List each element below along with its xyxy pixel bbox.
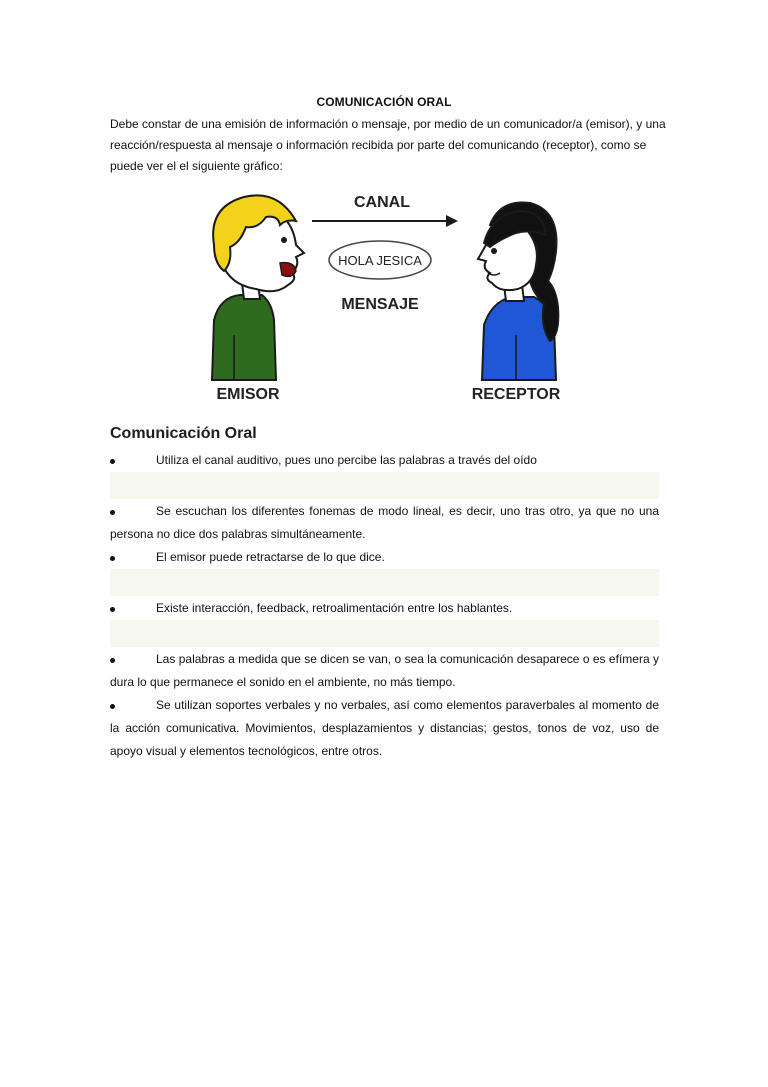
bullet-icon [110,607,115,612]
channel-label: CANAL [354,194,410,211]
list-item-text: Se utilizan soportes verbales y no verbales, así como elementos paraverbales al momento de la acción comunicativa. Movimientos, desplazamientos y distancias; gestos, tonos de voz, uso de apoyo visual y elementos tecnológicos, entre otros. [110,698,659,758]
bullet-icon [110,556,115,561]
list-item [110,648,659,694]
bullet-icon [110,510,115,515]
highlight-band [110,620,659,647]
list-item-text: El emisor puede retractarse de lo que dice. [156,550,385,564]
highlight-band [110,472,659,499]
sender-figure-icon [212,195,304,380]
intro-paragraph: Debe constar de una emisión de información o mensaje, por medio de un comunicador/a (emisor), y una reacción/respuesta al mensaje o información recibida por parte del comunicando (receptor), como se puede ver el el siguiente gráfico: [110,117,666,173]
highlight-band [110,569,659,596]
sender-label: EMISOR [216,386,280,403]
list-item [110,500,659,546]
communication-diagram [200,185,570,407]
receiver-label: RECEPTOR [471,386,561,403]
bullet-icon [110,704,115,709]
list-item [110,694,659,763]
list-item [110,546,659,569]
document-title: COMUNICACIÓN ORAL [316,95,452,109]
bullet-icon [110,658,115,663]
list-item-text: Existe interacción, feedback, retroalimentación entre los hablantes. [156,601,513,615]
list-item [110,597,659,620]
bullet-icon [110,459,115,464]
list-item-text: Las palabras a medida que se dicen se van, o sea la comunicación desaparece o es efímera y dura lo que permanece el sonido en el ambiente, no más tiempo. [110,652,659,689]
list-item [110,449,659,472]
bullet-list [110,449,659,763]
message-label: MENSAJE [341,296,419,313]
channel-arrow-icon [312,215,458,227]
list-item-text: Utiliza el canal auditivo, pues uno percibe las palabras a través del oído [156,453,537,467]
receiver-figure-icon [478,202,558,380]
list-item-text: Se escuchan los diferentes fonemas de modo lineal, es decir, uno tras otro, ya que no una persona no dice dos palabras simultáneamente. [110,504,659,541]
bubble-text: HOLA JESICA [338,253,422,268]
section-heading: Comunicación Oral [110,425,257,442]
